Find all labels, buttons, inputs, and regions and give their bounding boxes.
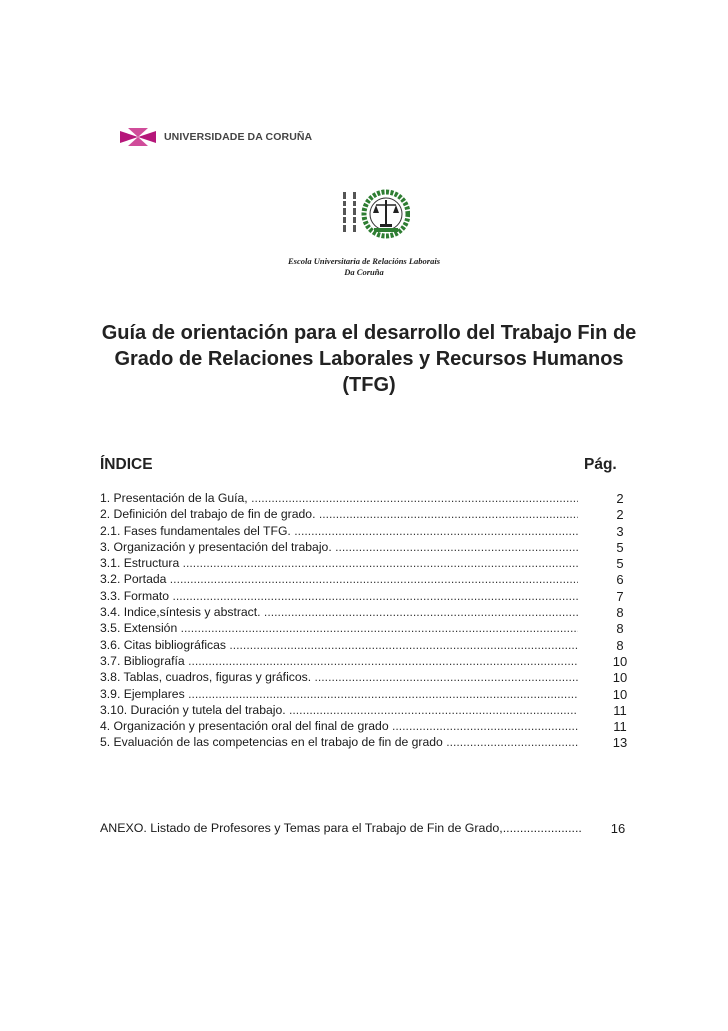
toc-entry[interactable]: [100, 523, 630, 539]
toc-entry-label: 3.5. Extensión .....: [100, 620, 578, 636]
university-emblem-icon: [118, 127, 158, 147]
index-heading: ÍNDICE: [100, 456, 153, 473]
toc-entry-label: 3.10. Duración y tutela del trabajo. .....: [100, 702, 578, 718]
school-name: Escola Universitaria de Relacións Laborais: [287, 256, 441, 266]
toc-entry-label: 3.9. Ejemplares .....: [100, 686, 578, 702]
toc-entry-label: 3.1. Estructura .....: [100, 555, 578, 571]
school-city: Da Coruña: [344, 267, 384, 277]
toc-entry-page: 8: [616, 605, 624, 621]
document-title: Guía de orientación para el desarrollo del Trabajo Fin de Grado de Relaciones Laborales y Recursos Humanos (TFG): [101, 322, 637, 396]
toc-entry[interactable]: [100, 506, 630, 522]
toc-entry-page: 10: [612, 686, 628, 702]
annex-label: ANEXO. Listado de Profesores y Temas para el Trabajo de Fin de Grado, .....: [100, 819, 582, 837]
toc-entry-page: 11: [613, 719, 627, 735]
page-column-heading: Pág.: [584, 456, 617, 473]
school-seal: [340, 186, 410, 246]
justice-seal-icon: [340, 186, 410, 246]
toc-entry[interactable]: [100, 653, 630, 669]
toc-entry[interactable]: [100, 702, 630, 718]
toc-entry-label: 3.3. Formato .....: [100, 588, 578, 604]
toc-entry-label: 4. Organización y presentación oral del final de grado .....: [100, 718, 578, 734]
toc-entry[interactable]: [100, 588, 630, 604]
toc-entry[interactable]: [100, 571, 630, 587]
toc-entry[interactable]: [100, 734, 630, 750]
toc-entry-label: 1. Presentación de la Guía, .....: [100, 490, 578, 506]
toc-entry-page: 3: [616, 523, 624, 539]
toc-entry-page: 8: [616, 637, 624, 653]
toc-entry[interactable]: [100, 555, 630, 571]
toc-entry-label: 3.4. Indice,síntesis y abstract. .....: [100, 604, 578, 620]
toc-entry-label: 2.1. Fases fundamentales del TFG. .....: [100, 523, 578, 539]
toc-entry-page: 10: [612, 653, 628, 669]
toc-entry[interactable]: [100, 490, 630, 506]
toc-entry-page: 5: [616, 556, 624, 572]
toc-entry[interactable]: [100, 604, 630, 620]
toc-entry[interactable]: [100, 637, 630, 653]
annex-page: 16: [610, 821, 626, 836]
toc-entry-label: 3.2. Portada .....: [100, 571, 578, 587]
toc-entry-page: 5: [616, 539, 624, 555]
toc-entry-label: 2. Definición del trabajo de fin de grado. .....: [100, 506, 578, 522]
toc-entry-label: 5. Evaluación de las competencias en el trabajo de fin de grado .....: [100, 734, 578, 750]
table-of-contents: [100, 490, 630, 751]
university-logo: [118, 126, 312, 148]
toc-entry[interactable]: [100, 718, 630, 734]
university-name: UNIVERSIDADE DA CORUÑA: [164, 131, 313, 143]
toc-entry-page: 7: [616, 588, 624, 604]
toc-entry[interactable]: [100, 686, 630, 702]
toc-entry-page: 10: [612, 670, 628, 686]
toc-entry-label: 3.8. Tablas, cuadros, figuras y gráficos. .....: [100, 669, 578, 685]
annex-entry[interactable]: [100, 819, 630, 837]
toc-entry-label: 3. Organización y presentación del trabajo. .....: [100, 539, 578, 555]
toc-entry-page: 6: [616, 572, 624, 588]
toc-entry-label: 3.6. Citas bibliográficas .....: [100, 637, 578, 653]
toc-entry[interactable]: [100, 539, 630, 555]
toc-entry[interactable]: [100, 620, 630, 636]
toc-entry-label: 3.7. Bibliografía .....: [100, 653, 578, 669]
toc-entry-page: 2: [616, 507, 624, 523]
toc-entry-page: 11: [613, 702, 627, 718]
toc-entry-page: 8: [616, 621, 624, 637]
toc-entry-page: 2: [616, 491, 624, 506]
toc-entry[interactable]: [100, 669, 630, 685]
toc-entry-page: 13: [612, 735, 628, 751]
